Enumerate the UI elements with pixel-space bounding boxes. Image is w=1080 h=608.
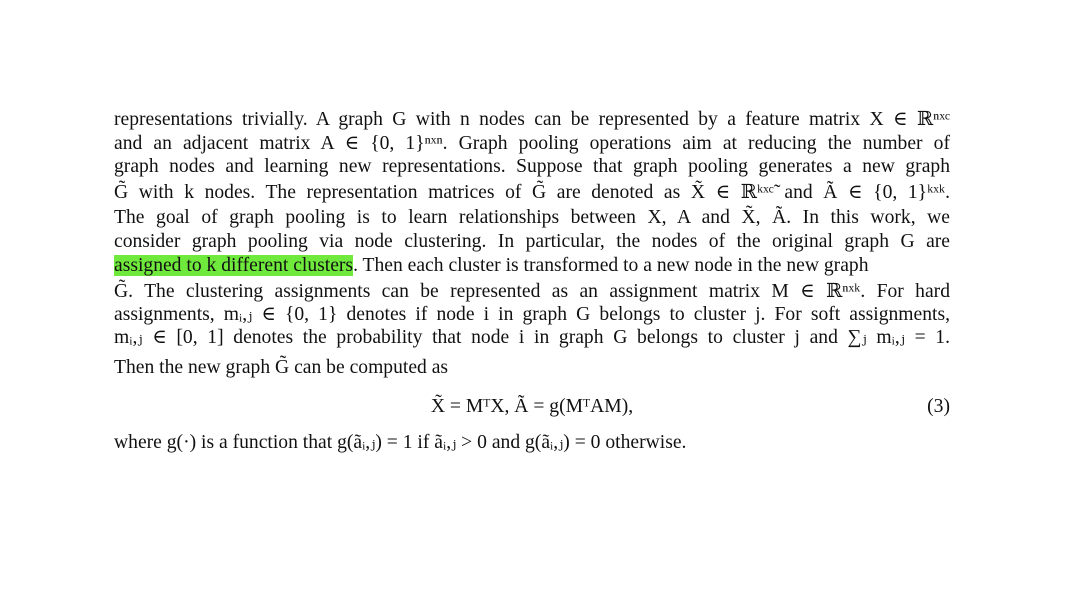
text-line-6: consider graph pooling via node clustering. In particular, the nodes of the original graph G are bbox=[114, 231, 950, 252]
text-line-7 bbox=[114, 254, 950, 278]
equation-3 bbox=[114, 394, 950, 420]
equation-number: (3) bbox=[927, 396, 950, 417]
highlighted-text: assigned to k different clusters bbox=[114, 255, 354, 276]
text-line-3: graph nodes and learning new representations. Suppose that graph pooling generates a new graph bbox=[114, 156, 950, 177]
text-line-5: The goal of graph pooling is to learn relationships between X, A and X̃, Ã. In this work, we bbox=[114, 207, 950, 228]
text-line-10: mᵢ,ⱼ ∈ [0, 1] denotes the probability that node i in graph G belongs to cluster j and ∑ⱼ mᵢ,ⱼ = 1. bbox=[114, 327, 950, 348]
text-line-9: assignments, mᵢ,ⱼ ∈ {0, 1} denotes if node i in graph G belongs to cluster j. For soft assignments, bbox=[114, 304, 950, 325]
text-line-1: representations trivially. A graph G with n nodes can be represented by a feature matrix X ∈ ℝⁿˣᶜ bbox=[114, 109, 950, 130]
text-line-2: and an adjacent matrix A ∈ {0, 1}ⁿˣⁿ. Graph pooling operations aim at reducing the number of bbox=[114, 133, 950, 154]
equation-text: X̃ = MᵀX, Ã = g(MᵀAM), bbox=[430, 396, 634, 417]
text-line-8: G̃. The clustering assignments can be represented as an assignment matrix M ∈ ℝⁿˣᵏ. For hard bbox=[114, 281, 950, 302]
text-line-11: Then the new graph G̃ can be computed as bbox=[114, 357, 449, 378]
text-line-7-rest: . Then each cluster is transformed to a new node in the new graph bbox=[353, 255, 869, 276]
text-line-after-equation: where g(·) is a function that g(ãᵢ,ⱼ) = 1 if ãᵢ,ⱼ > 0 and g(ãᵢ,ⱼ) = 0 otherwise. bbox=[114, 432, 687, 453]
text-line-4: G̃ with k nodes. The representation matrices of G̃ are denoted as X̃ ∈ ℝᵏˣᶜ̃ and Ã ∈ {0, 1}ᵏˣᵏ. bbox=[114, 182, 950, 203]
